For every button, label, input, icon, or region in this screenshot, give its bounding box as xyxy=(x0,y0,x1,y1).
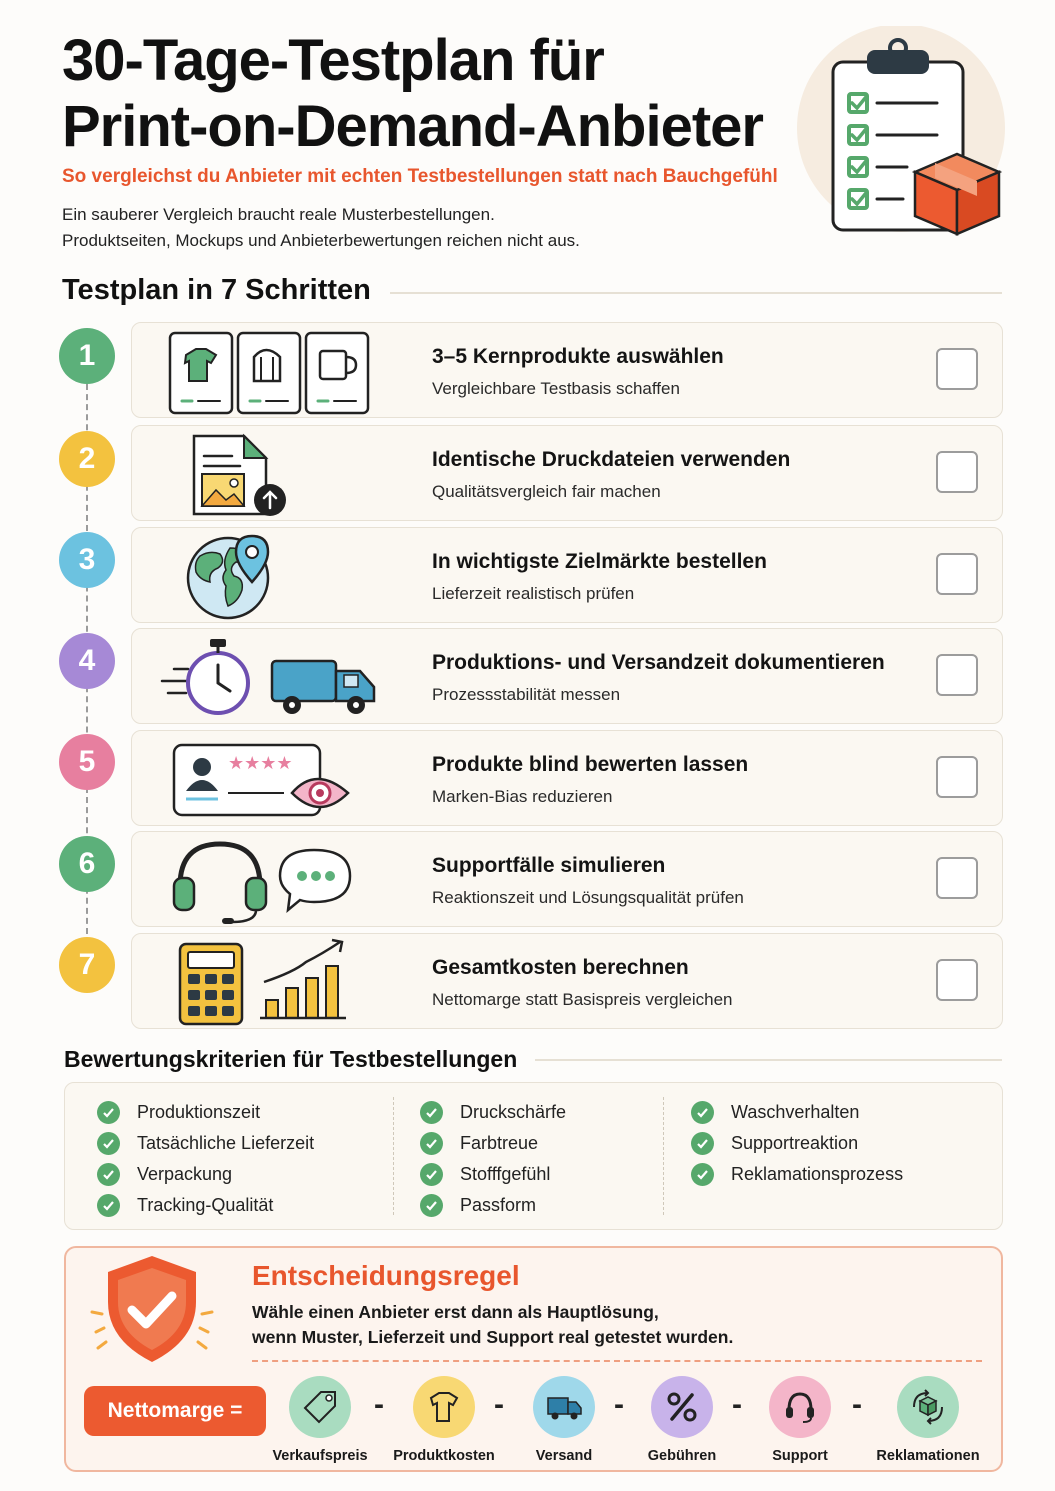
step-title-7: Gesamtkosten berechnen xyxy=(432,956,689,979)
criteria-item: Passform xyxy=(420,1190,566,1221)
step-number-4: 4 xyxy=(59,633,115,689)
step-number-3: 3 xyxy=(59,532,115,588)
criteria-item: Druckschärfe xyxy=(420,1097,566,1128)
criteria-box xyxy=(64,1082,1003,1230)
criteria-item: Reklamationsprozess xyxy=(691,1159,903,1190)
step-checkbox-5[interactable] xyxy=(936,756,978,798)
stopwatch-truck-icon xyxy=(156,633,396,721)
title-line-1: 30-Tage-Testplan für xyxy=(62,28,604,93)
clipboard-box-icon xyxy=(795,26,1007,248)
check-icon xyxy=(97,1101,120,1124)
step-checkbox-3[interactable] xyxy=(936,553,978,595)
formula-item-product-costs: Produktkosten xyxy=(384,1376,504,1464)
criteria-column-1 xyxy=(97,1097,314,1221)
step-number-7: 7 xyxy=(59,937,115,993)
criteria-column-3 xyxy=(691,1097,903,1190)
formula-item-fees: Gebühren xyxy=(622,1376,742,1464)
criteria-column-divider xyxy=(663,1097,664,1215)
minus-sign: - xyxy=(732,1388,742,1421)
formula-item-shipping: Versand xyxy=(504,1376,624,1464)
blind-review-icon xyxy=(156,735,396,823)
decision-rule-box xyxy=(64,1246,1003,1472)
criteria-column-divider xyxy=(393,1097,394,1215)
intro-line-2: Produktseiten, Mockups und Anbieterbewertungen reichen nicht aus. xyxy=(62,231,580,250)
criteria-section-title: Bewertungskriterien für Testbestellungen xyxy=(64,1046,518,1072)
calculator-chart-icon xyxy=(156,938,396,1026)
check-icon xyxy=(420,1132,443,1155)
check-icon xyxy=(97,1163,120,1186)
step-subtitle-6: Reaktionszeit und Lösungsqualität prüfen xyxy=(432,888,744,907)
netto-margin-label: Nettomarge = xyxy=(84,1386,266,1436)
step-checkbox-2[interactable] xyxy=(936,451,978,493)
percent-icon xyxy=(651,1376,713,1438)
intro-line-1: Ein sauberer Vergleich braucht reale Musterbestellungen. xyxy=(62,205,495,224)
step-title-5: Produkte blind bewerten lassen xyxy=(432,753,749,776)
step-card-6 xyxy=(131,831,1003,927)
return-box-icon xyxy=(897,1376,959,1438)
step-subtitle-3: Lieferzeit realistisch prüfen xyxy=(432,584,635,603)
section-divider xyxy=(390,292,1002,294)
criteria-item: Supportreaktion xyxy=(691,1128,903,1159)
step-checkbox-7[interactable] xyxy=(936,959,978,1001)
step-card-1 xyxy=(131,322,1003,418)
globe-icon xyxy=(156,532,396,620)
minus-sign: - xyxy=(374,1388,384,1421)
page-title xyxy=(62,28,763,160)
subtitle: So vergleichst du Anbieter mit echten Testbestellungen statt nach Bauchgefühl xyxy=(62,166,778,187)
products-icon xyxy=(156,327,396,415)
step-card-5 xyxy=(131,730,1003,826)
criteria-item: Verpackung xyxy=(97,1159,314,1190)
intro-text xyxy=(62,202,580,254)
criteria-item: Waschverhalten xyxy=(691,1097,903,1128)
step-card-2 xyxy=(131,425,1003,521)
criteria-divider xyxy=(535,1059,1002,1061)
steps-section-title: Testplan in 7 Schritten xyxy=(62,274,371,306)
step-title-3: In wichtigste Zielmärkte bestellen xyxy=(432,550,767,573)
formula-item-returns: Reklamationen xyxy=(864,1376,992,1464)
truck-icon xyxy=(533,1376,595,1438)
check-icon xyxy=(420,1101,443,1124)
tshirt-icon xyxy=(413,1376,475,1438)
decision-divider xyxy=(252,1360,982,1362)
criteria-item: Farbtreue xyxy=(420,1128,566,1159)
check-icon xyxy=(97,1194,120,1217)
minus-sign: - xyxy=(614,1388,624,1421)
formula-item-sales-price: Verkaufspreis xyxy=(260,1376,380,1464)
step-subtitle-5: Marken-Bias reduzieren xyxy=(432,787,613,806)
step-card-4 xyxy=(131,628,1003,724)
step-checkbox-1[interactable] xyxy=(936,348,978,390)
check-icon xyxy=(97,1132,120,1155)
step-number-5: 5 xyxy=(59,734,115,790)
step-card-3 xyxy=(131,527,1003,623)
step-card-7 xyxy=(131,933,1003,1029)
step-title-1: 3–5 Kernprodukte auswählen xyxy=(432,345,724,368)
criteria-item: Tatsächliche Lieferzeit xyxy=(97,1128,314,1159)
step-checkbox-6[interactable] xyxy=(936,857,978,899)
criteria-item: Stofffgefühl xyxy=(420,1159,566,1190)
step-title-2: Identische Druckdateien verwenden xyxy=(432,448,791,471)
check-icon xyxy=(691,1101,714,1124)
formula-item-support: Support xyxy=(740,1376,860,1464)
step-subtitle-2: Qualitätsvergleich fair machen xyxy=(432,482,661,501)
step-subtitle-7: Nettomarge statt Basispreis vergleichen xyxy=(432,990,733,1009)
check-icon xyxy=(420,1194,443,1217)
step-number-1: 1 xyxy=(59,328,115,384)
criteria-column-2 xyxy=(420,1097,566,1221)
headset-icon xyxy=(769,1376,831,1438)
check-icon xyxy=(691,1132,714,1155)
step-number-2: 2 xyxy=(59,431,115,487)
criteria-item: Produktionszeit xyxy=(97,1097,314,1128)
minus-sign: - xyxy=(494,1388,504,1421)
step-subtitle-1: Vergleichbare Testbasis schaffen xyxy=(432,379,680,398)
step-checkbox-4[interactable] xyxy=(936,654,978,696)
decision-title: Entscheidungsregel xyxy=(252,1260,520,1291)
check-icon xyxy=(691,1163,714,1186)
check-icon xyxy=(420,1163,443,1186)
minus-sign: - xyxy=(852,1388,862,1421)
print-file-icon xyxy=(156,430,396,518)
title-line-2: Print-on-Demand-Anbieter xyxy=(62,94,763,159)
price-tag-icon xyxy=(289,1376,351,1438)
step-number-6: 6 xyxy=(59,836,115,892)
step-title-4: Produktions- und Versandzeit dokumentieren xyxy=(432,651,885,674)
step-title-6: Supportfälle simulieren xyxy=(432,854,666,877)
svg-text:★★★★: ★★★★ xyxy=(228,753,293,774)
step-subtitle-4: Prozessstabilität messen xyxy=(432,685,621,704)
shield-check-icon xyxy=(84,1252,240,1376)
decision-text: Wähle einen Anbieter erst dann als Hauptlösung, wenn Muster, Lieferzeit und Support real getestet wurden. xyxy=(252,1302,734,1347)
headset-chat-icon xyxy=(156,836,396,924)
criteria-item: Tracking-Qualität xyxy=(97,1190,314,1221)
